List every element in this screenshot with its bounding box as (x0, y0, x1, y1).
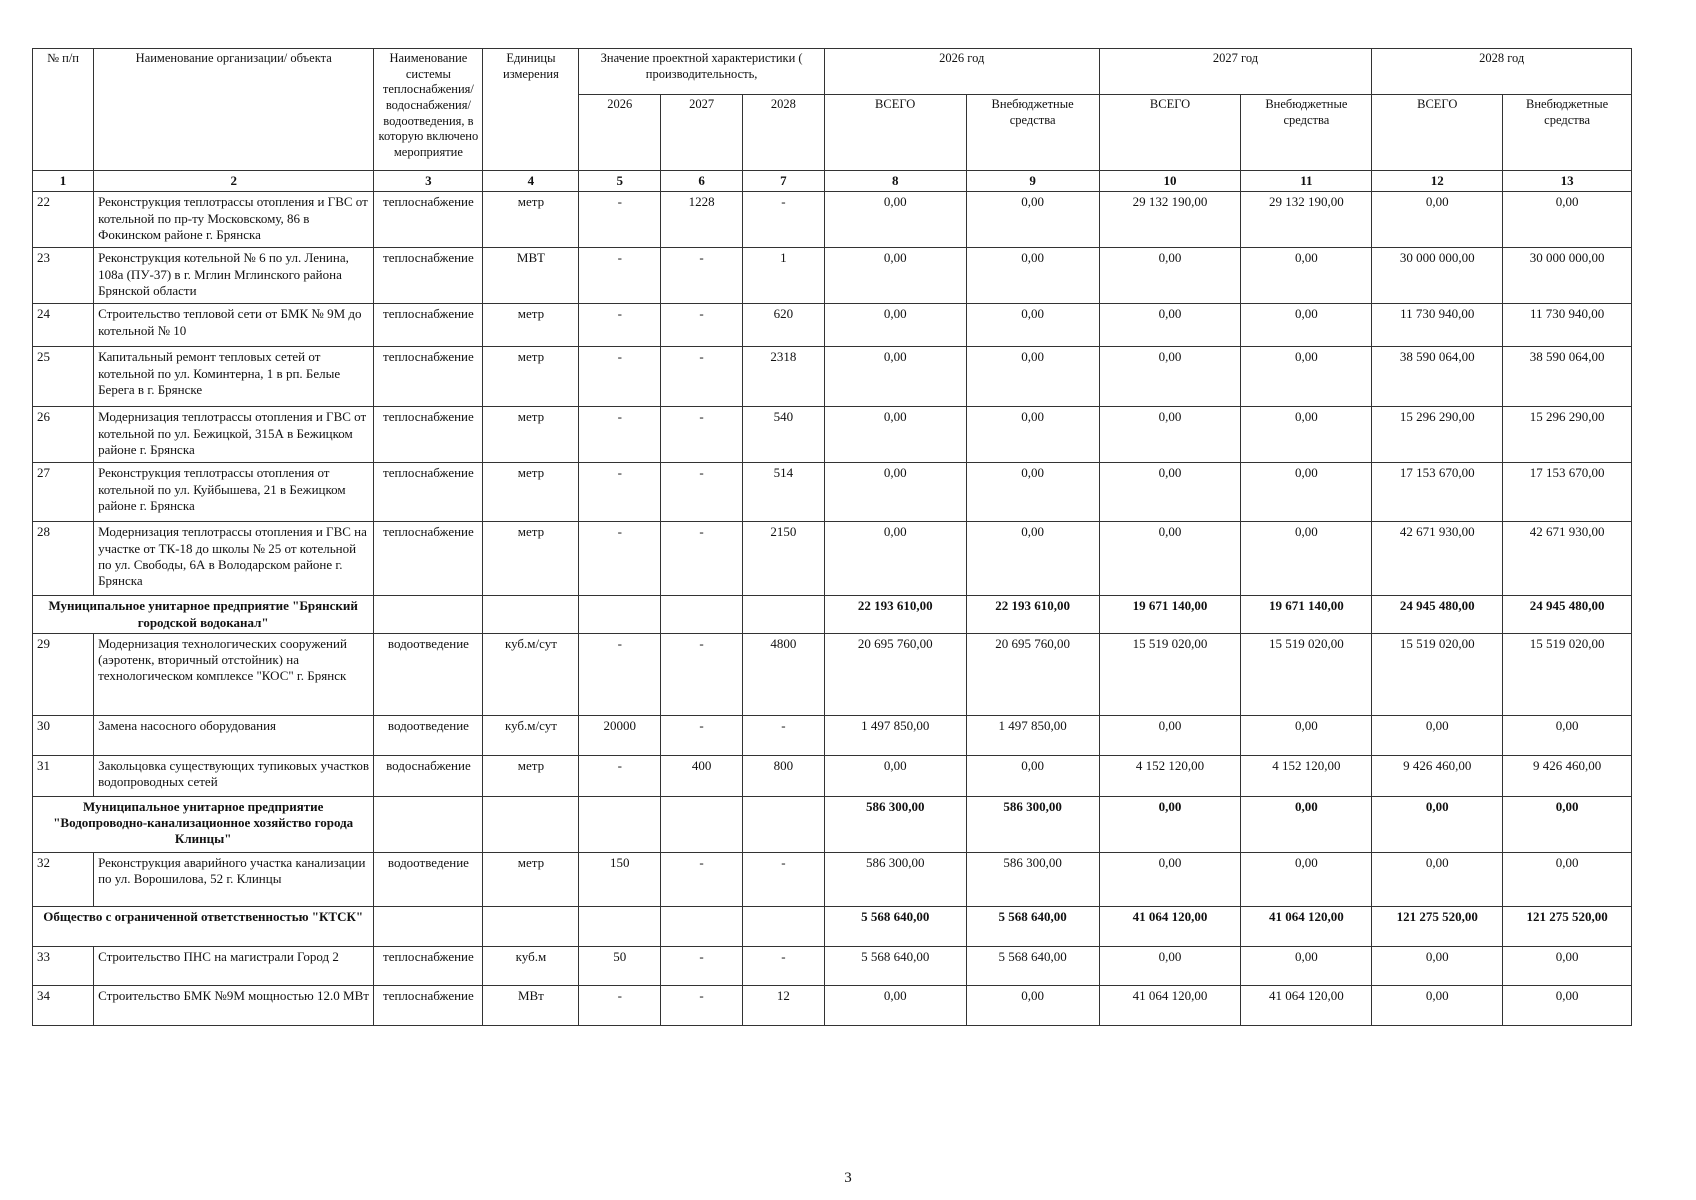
system-name: теплоснабжение (374, 248, 483, 304)
empty-cell (483, 596, 579, 634)
design-2026: - (579, 463, 661, 522)
total-2027: 0,00 (1099, 463, 1241, 522)
design-2026: 20000 (579, 715, 661, 755)
object-name: Строительство тепловой сети от БМК № 9М до котельной № 10 (94, 304, 374, 347)
design-2028: 514 (743, 463, 825, 522)
extra-2026: 0,00 (966, 522, 1099, 596)
col-number: 7 (743, 171, 825, 192)
org-extra-2027: 0,00 (1241, 796, 1372, 852)
empty-cell (374, 596, 483, 634)
extra-2028: 38 590 064,00 (1503, 347, 1632, 407)
total-2027: 0,00 (1099, 407, 1241, 463)
organization-row (33, 796, 1632, 852)
header-extra-2026: Внебюджетные средства (966, 95, 1099, 171)
row-number: 29 (33, 633, 94, 715)
design-2028: 2150 (743, 522, 825, 596)
extra-2026: 0,00 (966, 985, 1099, 1025)
total-2027: 15 519 020,00 (1099, 633, 1241, 715)
organization-name: Общество с ограниченной ответственностью "КТСК" (33, 906, 374, 946)
design-2026: 150 (579, 852, 661, 906)
unit: метр (483, 192, 579, 248)
total-2028: 0,00 (1372, 852, 1503, 906)
extra-2028: 15 519 020,00 (1503, 633, 1632, 715)
unit: метр (483, 522, 579, 596)
extra-2026: 5 568 640,00 (966, 946, 1099, 985)
header-total-2028: ВСЕГО (1372, 95, 1503, 171)
design-2027: - (661, 347, 743, 407)
unit: метр (483, 463, 579, 522)
system-name: теплоснабжение (374, 192, 483, 248)
design-2027: 1228 (661, 192, 743, 248)
total-2027: 0,00 (1099, 522, 1241, 596)
extra-2028: 11 730 940,00 (1503, 304, 1632, 347)
extra-2027: 15 519 020,00 (1241, 633, 1372, 715)
table-row (33, 463, 1632, 522)
col-number: 8 (824, 171, 966, 192)
org-total-2027: 19 671 140,00 (1099, 596, 1241, 634)
org-total-2026: 5 568 640,00 (824, 906, 966, 946)
design-2027: 400 (661, 755, 743, 796)
extra-2027: 4 152 120,00 (1241, 755, 1372, 796)
organization-row (33, 906, 1632, 946)
col-number: 10 (1099, 171, 1241, 192)
system-name: теплоснабжение (374, 522, 483, 596)
page-number: 3 (844, 1170, 852, 1186)
org-total-2028: 24 945 480,00 (1372, 596, 1503, 634)
object-name: Реконструкция теплотрассы отопления от котельной по ул. Куйбышева, 21 в Бежицком районе г. Брянска (94, 463, 374, 522)
table-row (33, 755, 1632, 796)
system-name: теплоснабжение (374, 946, 483, 985)
design-2027: - (661, 985, 743, 1025)
empty-cell (743, 796, 825, 852)
extra-2027: 41 064 120,00 (1241, 985, 1372, 1025)
extra-2026: 586 300,00 (966, 852, 1099, 906)
extra-2027: 0,00 (1241, 248, 1372, 304)
org-extra-2026: 5 568 640,00 (966, 906, 1099, 946)
extra-2026: 0,00 (966, 192, 1099, 248)
total-2026: 0,00 (824, 463, 966, 522)
table-row (33, 852, 1632, 906)
object-name: Закольцовка существующих тупиковых участков водопроводных сетей (94, 755, 374, 796)
header-extra-2028: Внебюджетные средства (1503, 95, 1632, 171)
header-year-2026: 2026 год (824, 49, 1099, 95)
total-2028: 15 519 020,00 (1372, 633, 1503, 715)
empty-cell (483, 906, 579, 946)
unit: МВТ (483, 248, 579, 304)
design-2026: 50 (579, 946, 661, 985)
header-extra-2027: Внебюджетные средства (1241, 95, 1372, 171)
total-2027: 0,00 (1099, 347, 1241, 407)
total-2026: 0,00 (824, 304, 966, 347)
object-name: Модернизация технологических сооружений (аэротенк, вторичный отстойник) на технологическом комплексе "КОС" г. Брянск (94, 633, 374, 715)
col-number: 12 (1372, 171, 1503, 192)
row-number: 32 (33, 852, 94, 906)
design-2027: - (661, 715, 743, 755)
design-2028: - (743, 192, 825, 248)
table-row (33, 407, 1632, 463)
col-number: 11 (1241, 171, 1372, 192)
col-number: 3 (374, 171, 483, 192)
total-2028: 42 671 930,00 (1372, 522, 1503, 596)
total-2028: 11 730 940,00 (1372, 304, 1503, 347)
object-name: Строительство БМК №9М мощностью 12.0 МВт (94, 985, 374, 1025)
unit: куб.м/сут (483, 715, 579, 755)
extra-2028: 0,00 (1503, 715, 1632, 755)
design-2027: - (661, 522, 743, 596)
empty-cell (374, 906, 483, 946)
object-name: Модернизация теплотрассы отопления и ГВС на участке от ТК-18 до школы № 25 от котельной по ул. Свободы, 6А в Володарском районе г. Брянска (94, 522, 374, 596)
design-2026: - (579, 633, 661, 715)
row-number: 33 (33, 946, 94, 985)
investment-table (32, 48, 1632, 1026)
design-2028: - (743, 852, 825, 906)
design-2027: - (661, 304, 743, 347)
col-number: 2 (94, 171, 374, 192)
object-name: Модернизация теплотрассы отопления и ГВС от котельной по ул. Бежицкой, 315А в Бежицком районе г. Брянска (94, 407, 374, 463)
row-number: 28 (33, 522, 94, 596)
extra-2027: 0,00 (1241, 407, 1372, 463)
total-2026: 0,00 (824, 985, 966, 1025)
empty-cell (374, 796, 483, 852)
unit: метр (483, 304, 579, 347)
header-name: Наименование организации/ объекта (94, 49, 374, 171)
organization-name: Муниципальное унитарное предприятие "Брянский городской водоканал" (33, 596, 374, 634)
total-2026: 0,00 (824, 407, 966, 463)
design-2028: 12 (743, 985, 825, 1025)
empty-cell (743, 906, 825, 946)
table-row (33, 715, 1632, 755)
table-row (33, 347, 1632, 407)
design-2026: - (579, 347, 661, 407)
extra-2028: 0,00 (1503, 946, 1632, 985)
object-name: Реконструкция теплотрассы отопления и ГВС от котельной по пр-ту Московскому, 86 в Фокинском районе г. Брянска (94, 192, 374, 248)
extra-2028: 0,00 (1503, 192, 1632, 248)
header-design-2027: 2027 (661, 95, 743, 171)
empty-cell (483, 796, 579, 852)
object-name: Реконструкция аварийного участка канализации по ул. Ворошилова, 52 г. Клинцы (94, 852, 374, 906)
org-total-2027: 0,00 (1099, 796, 1241, 852)
object-name: Реконструкция котельной № 6 по ул. Ленина, 108а (ПУ-37) в г. Мглин Мглинского района Брянской области (94, 248, 374, 304)
extra-2028: 42 671 930,00 (1503, 522, 1632, 596)
system-name: теплоснабжение (374, 463, 483, 522)
total-2026: 0,00 (824, 248, 966, 304)
unit: МВт (483, 985, 579, 1025)
object-name: Замена насосного оборудования (94, 715, 374, 755)
design-2028: - (743, 715, 825, 755)
total-2026: 0,00 (824, 755, 966, 796)
extra-2028: 0,00 (1503, 852, 1632, 906)
design-2028: 540 (743, 407, 825, 463)
empty-cell (579, 796, 661, 852)
table-body (33, 192, 1632, 1026)
design-2027: - (661, 463, 743, 522)
organization-name: Муниципальное унитарное предприятие "Водопроводно-канализационное хозяйство города Клинцы" (33, 796, 374, 852)
table-row (33, 248, 1632, 304)
col-number: 1 (33, 171, 94, 192)
org-total-2028: 0,00 (1372, 796, 1503, 852)
design-2026: - (579, 522, 661, 596)
table-row (33, 304, 1632, 347)
row-number: 30 (33, 715, 94, 755)
total-2028: 15 296 290,00 (1372, 407, 1503, 463)
header-total-2027: ВСЕГО (1099, 95, 1241, 171)
system-name: теплоснабжение (374, 347, 483, 407)
table-row (33, 522, 1632, 596)
col-number: 6 (661, 171, 743, 192)
design-2027: - (661, 248, 743, 304)
col-number: 5 (579, 171, 661, 192)
system-name: теплоснабжение (374, 407, 483, 463)
system-name: теплоснабжение (374, 985, 483, 1025)
total-2026: 0,00 (824, 192, 966, 248)
total-2027: 0,00 (1099, 248, 1241, 304)
design-2027: - (661, 946, 743, 985)
extra-2027: 0,00 (1241, 522, 1372, 596)
total-2027: 29 132 190,00 (1099, 192, 1241, 248)
org-total-2028: 121 275 520,00 (1372, 906, 1503, 946)
header-year-2028: 2028 год (1372, 49, 1632, 95)
org-extra-2028: 121 275 520,00 (1503, 906, 1632, 946)
table-row (33, 985, 1632, 1025)
extra-2028: 17 153 670,00 (1503, 463, 1632, 522)
header-num: № п/п (33, 49, 94, 171)
total-2026: 586 300,00 (824, 852, 966, 906)
extra-2026: 0,00 (966, 407, 1099, 463)
row-number: 24 (33, 304, 94, 347)
row-number: 26 (33, 407, 94, 463)
header-total-2026: ВСЕГО (824, 95, 966, 171)
object-name: Капитальный ремонт тепловых сетей от котельной по ул. Коминтерна, 1 в рп. Белые Берега в г. Брянске (94, 347, 374, 407)
row-number: 34 (33, 985, 94, 1025)
total-2028: 38 590 064,00 (1372, 347, 1503, 407)
total-2026: 0,00 (824, 522, 966, 596)
empty-cell (743, 596, 825, 634)
total-2028: 0,00 (1372, 192, 1503, 248)
design-2027: - (661, 407, 743, 463)
org-extra-2027: 19 671 140,00 (1241, 596, 1372, 634)
design-2026: - (579, 407, 661, 463)
total-2027: 0,00 (1099, 946, 1241, 985)
extra-2026: 1 497 850,00 (966, 715, 1099, 755)
total-2026: 0,00 (824, 347, 966, 407)
col-number: 4 (483, 171, 579, 192)
header-design-2026: 2026 (579, 95, 661, 171)
extra-2028: 30 000 000,00 (1503, 248, 1632, 304)
org-extra-2028: 0,00 (1503, 796, 1632, 852)
design-2028: - (743, 946, 825, 985)
design-2026: - (579, 192, 661, 248)
system-name: водоотведение (374, 715, 483, 755)
col-number: 9 (966, 171, 1099, 192)
empty-cell (661, 906, 743, 946)
header-year-2027: 2027 год (1099, 49, 1372, 95)
org-extra-2027: 41 064 120,00 (1241, 906, 1372, 946)
design-2027: - (661, 852, 743, 906)
total-2026: 5 568 640,00 (824, 946, 966, 985)
table-header (33, 49, 1632, 192)
org-total-2026: 22 193 610,00 (824, 596, 966, 634)
table-row (33, 633, 1632, 715)
extra-2028: 15 296 290,00 (1503, 407, 1632, 463)
system-name: водоотведение (374, 633, 483, 715)
unit: куб.м/сут (483, 633, 579, 715)
col-number: 13 (1503, 171, 1632, 192)
extra-2028: 9 426 460,00 (1503, 755, 1632, 796)
table-row (33, 192, 1632, 248)
total-2028: 17 153 670,00 (1372, 463, 1503, 522)
total-2026: 20 695 760,00 (824, 633, 966, 715)
design-2028: 4800 (743, 633, 825, 715)
system-name: водоснабжение (374, 755, 483, 796)
total-2027: 41 064 120,00 (1099, 985, 1241, 1025)
header-system: Наименование системы теплоснабжения/водоснабжения/водоотведения, в которую включено мероприятие (374, 49, 483, 171)
total-2027: 4 152 120,00 (1099, 755, 1241, 796)
org-total-2027: 41 064 120,00 (1099, 906, 1241, 946)
empty-cell (579, 906, 661, 946)
design-2026: - (579, 304, 661, 347)
unit: метр (483, 407, 579, 463)
extra-2027: 29 132 190,00 (1241, 192, 1372, 248)
system-name: теплоснабжение (374, 304, 483, 347)
column-numbers-row (33, 171, 1632, 192)
total-2028: 9 426 460,00 (1372, 755, 1503, 796)
extra-2027: 0,00 (1241, 347, 1372, 407)
extra-2027: 0,00 (1241, 715, 1372, 755)
design-2028: 800 (743, 755, 825, 796)
extra-2028: 0,00 (1503, 985, 1632, 1025)
header-unit: Единицы измерения (483, 49, 579, 171)
design-2026: - (579, 248, 661, 304)
total-2028: 0,00 (1372, 715, 1503, 755)
design-2026: - (579, 755, 661, 796)
design-2028: 1 (743, 248, 825, 304)
total-2026: 1 497 850,00 (824, 715, 966, 755)
empty-cell (661, 596, 743, 634)
header-design-2028: 2028 (743, 95, 825, 171)
org-extra-2026: 586 300,00 (966, 796, 1099, 852)
total-2027: 0,00 (1099, 304, 1241, 347)
design-2028: 2318 (743, 347, 825, 407)
total-2027: 0,00 (1099, 715, 1241, 755)
row-number: 22 (33, 192, 94, 248)
unit: метр (483, 755, 579, 796)
unit: метр (483, 852, 579, 906)
extra-2027: 0,00 (1241, 463, 1372, 522)
extra-2026: 20 695 760,00 (966, 633, 1099, 715)
extra-2027: 0,00 (1241, 946, 1372, 985)
extra-2026: 0,00 (966, 248, 1099, 304)
table-row (33, 946, 1632, 985)
organization-row (33, 596, 1632, 634)
org-extra-2028: 24 945 480,00 (1503, 596, 1632, 634)
total-2028: 0,00 (1372, 985, 1503, 1025)
extra-2026: 0,00 (966, 304, 1099, 347)
total-2027: 0,00 (1099, 852, 1241, 906)
row-number: 25 (33, 347, 94, 407)
extra-2026: 0,00 (966, 463, 1099, 522)
design-2027: - (661, 633, 743, 715)
org-total-2026: 586 300,00 (824, 796, 966, 852)
empty-cell (579, 596, 661, 634)
unit: метр (483, 347, 579, 407)
row-number: 31 (33, 755, 94, 796)
design-2028: 620 (743, 304, 825, 347)
header-design: Значение проектной характеристики ( производительность, (579, 49, 824, 95)
row-number: 27 (33, 463, 94, 522)
total-2028: 30 000 000,00 (1372, 248, 1503, 304)
total-2028: 0,00 (1372, 946, 1503, 985)
extra-2026: 0,00 (966, 755, 1099, 796)
org-extra-2026: 22 193 610,00 (966, 596, 1099, 634)
extra-2027: 0,00 (1241, 852, 1372, 906)
empty-cell (661, 796, 743, 852)
design-2026: - (579, 985, 661, 1025)
extra-2026: 0,00 (966, 347, 1099, 407)
system-name: водоотведение (374, 852, 483, 906)
row-number: 23 (33, 248, 94, 304)
object-name: Строительство ПНС на магистрали Город 2 (94, 946, 374, 985)
extra-2027: 0,00 (1241, 304, 1372, 347)
unit: куб.м (483, 946, 579, 985)
